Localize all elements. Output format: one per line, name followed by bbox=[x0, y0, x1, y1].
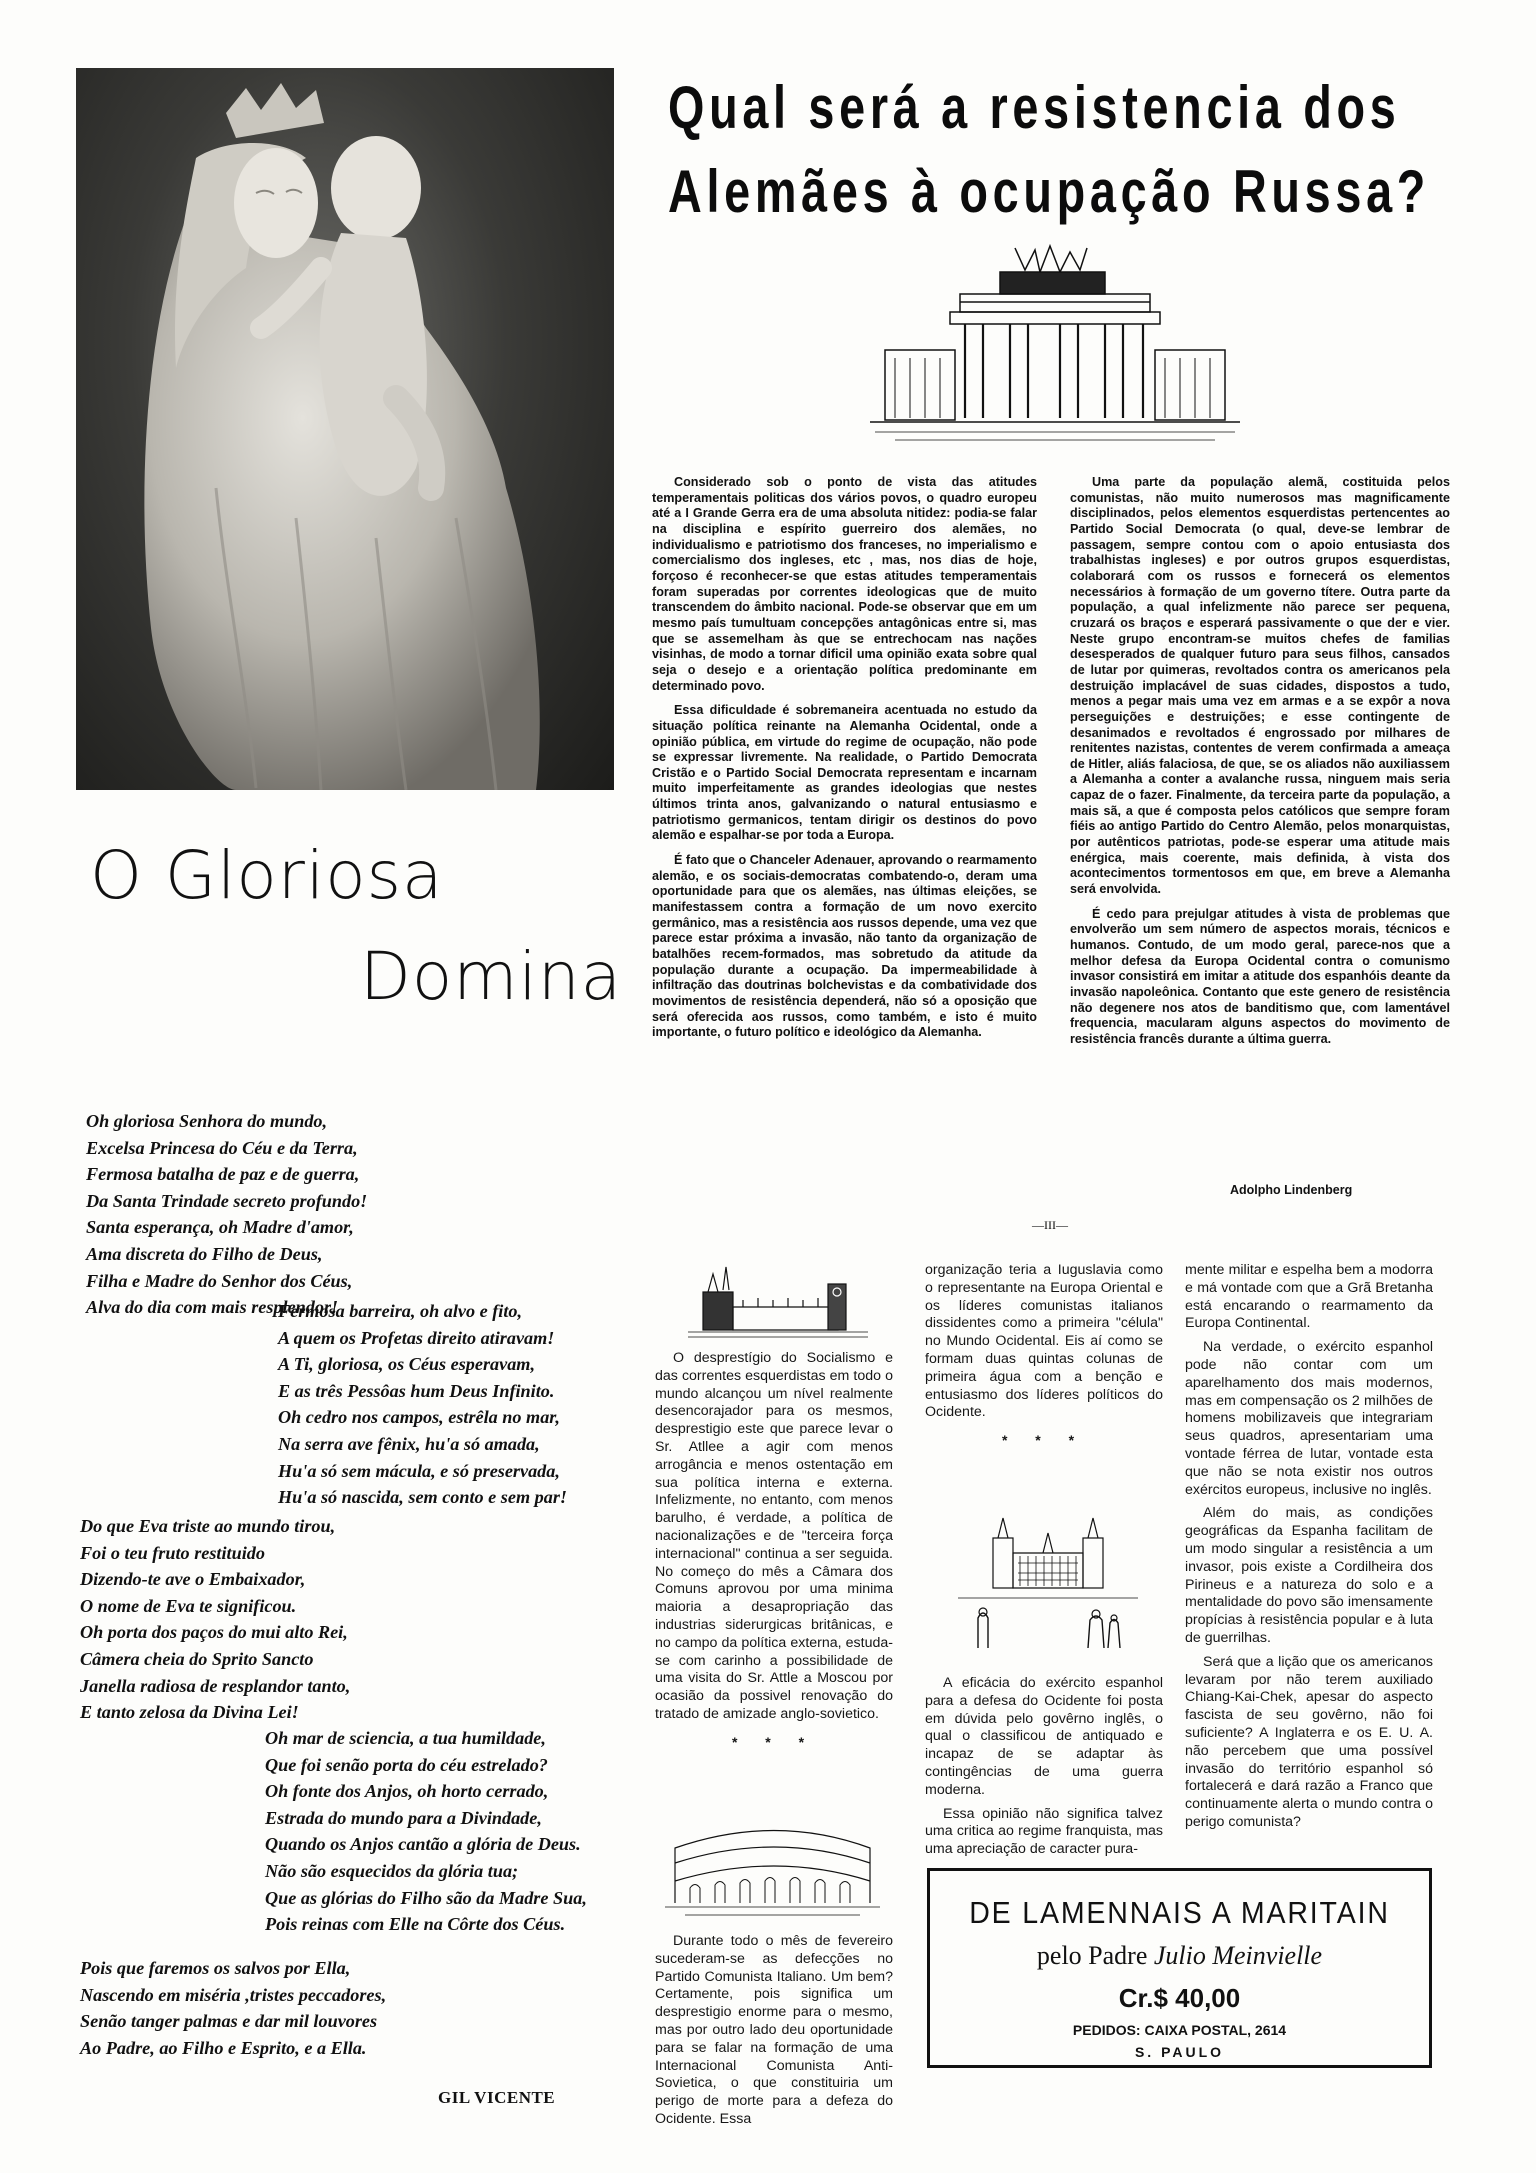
poem-stanza-1 bbox=[86, 1108, 367, 1321]
ad-city: S. PAULO bbox=[1134, 2044, 1225, 2060]
poem-title-line2: Domina bbox=[360, 938, 623, 1015]
poem-line: Nascendo em miséria ,tristes peccadores, bbox=[80, 1984, 387, 2005]
lower-column-2 bbox=[925, 1262, 1163, 1462]
poem-line: Não são esquecidos da glória tua; bbox=[265, 1860, 519, 1881]
madonna-statue-photo bbox=[76, 68, 614, 790]
section-stars: * * * bbox=[1001, 1432, 1087, 1449]
ad-byline bbox=[930, 1941, 1429, 1971]
poem-title-line1: O Gloriosa bbox=[90, 837, 444, 914]
poem-line: Santa esperança, oh Madre d'amor, bbox=[86, 1217, 354, 1238]
poem-line: Que as glórias do Filho são da Madre Sua, bbox=[265, 1887, 587, 1908]
poem-line: Oh fonte dos Anjos, oh horto cerrado, bbox=[265, 1781, 549, 1802]
poem-line: Alva do dia com mais resplendor! bbox=[86, 1297, 339, 1318]
lower-column-2b bbox=[925, 1675, 1163, 1865]
colosseum-illustration bbox=[665, 1803, 880, 1921]
news-paragraph: Durante todo o mês de fevereiro sucederam-se as defecções no Partido Comunista Italiano. Um bem? Certamente, pois significa um desprestigio enorme para o mesmo, mas por outro lado deu oportunidade para se falar na formação de uma Internacional Comunista Anti-Sovietica, o que constituiria um perigo de morte para a defeza do Ocidente. Essa bbox=[655, 1933, 893, 2127]
article-column-left bbox=[652, 475, 1037, 1050]
article-paragraph: Considerado sob o ponto de vista das atitudes temperamentais politicas dos vários povos, o quadro europeu até a I Grande Gerra era de uma absoluta nitidez: podia-se falar na disciplina e espírito guerreiro dos alemães, no individualismo e patriotismo dos franceses, no imperialismo e comercialismo dos ingleses, etc , mas, nos dias de hoje, forçoso é reconhecer-se que estas atitudes temperamentais foram superadas por correntes ideologicas que de muito transcendem do âmbito nacional. Pode-se observar que em um mesmo país tumultuam concepções antagônicas entre si, mas que se assemelham às que se entrechocam nas nações visinhas, de modo a tornar dificil uma opinião exata sobre qual seja o desejo e a orientação política predominante em determinado povo. bbox=[652, 475, 1037, 693]
poem-line: Hu'a só nascida, sem conto e sem par! bbox=[278, 1487, 567, 1508]
poem-stanza-5 bbox=[80, 1955, 386, 2061]
news-paragraph: Na verdade, o exército espanhol pode não contar com um aparelhamento dos mais modernos, mas em compensação os 2 milhões de homens mobilizaveis que integrariam seus quadros, apresentariam uma vontade férrea de lutar, vontade esta que não se nota existir nos outros exércitos europeus, inclusive no inglês. bbox=[1185, 1339, 1433, 1498]
ad-author: Julio Meinvielle bbox=[1153, 1941, 1323, 1970]
poem-line: Oh mar de sciencia, a tua humildade, bbox=[265, 1728, 546, 1748]
news-paragraph: Além do mais, as condições geográficas da Espanha facilitam de um modo singular a resistência a um invasor, pois existe a Cordilheira dos Pirineus e a natureza do solo e a mentalidade do povo são imensamente propícias à resistência popular e à luta de guerrilhas. bbox=[1185, 1505, 1433, 1646]
poem-line: Filha e Madre do Senhor dos Céus, bbox=[86, 1270, 353, 1291]
poem-line: E tanto zelosa da Divina Lei! bbox=[80, 1702, 299, 1723]
article-paragraph: Uma parte da população alemã, costituida pelos comunistas, não muito numerosos mas magnificamente disciplinados, pelos elementos esquerdistas pertencentes ao Partido Social Democrata (o qual, deve-se lembrar de passagem, sempre contou com o apoio entusiasta dos trabalhistas ingleses) e por outros grupos esquerdistas, colaborará com os russos e fornecerá os elementos necessários à formação de um governo títere. Outra parte da população, a qual infelizmente não parece ser pequena, cruzará os braços e esperará passivamente o que der e vier. Neste grupo encontram-se muitos chefes de familias desesperados de qualquer futuro para seus filhos, cansados de lutar por quimeras, revoltados contra os americanos pela destruição implacável de suas cidades, dispostos a tudo, menos a pegar mais uma vez em armas e a se expôr a nova perseguições e destruições; e esse contingente de desanimados e revoltados é engrossado por milhares de renitentes nazistas, contentes de verem confirmada a ameaça de Hitler, aliás falaciosa, de que, se os aliados não auxiliassem a Alemanha a conter a avalanche russa, ninguem mais seria capaz de o fazer. Finalmente, da terceira parte da população, a mais sã, a que é composta pelos católicos que sempre foram fiéis ao antigo Partido do Centro Alemão, pelos monarquistas, por autênticos patriotas, pode-se esperar uma atitude mais enérgica, mais coerente, mais definida, à vista dos acontecimentos tormentosos em que, em breve a Alemanha será envolvida. bbox=[1070, 475, 1450, 897]
article-paragraph: Essa dificuldade é sobremaneira acentuada no estudo da situação política reinante na Alemanha Ocidental, onde a opinião pública, em virtude do regime de ocupação, não pode se expressar livremente. Na realidade, o Partido Democrata Cristão e o Partido Social Democrata representam e incarnam muito imperfeitamente as grandes ideologias que nestes últimos trinta anos, galvanizando o natural entusiasmo e patriotismo germanicos, tentam dirigir os destinos do povo alemão e espalhar-se por toda a Europa. bbox=[652, 703, 1037, 843]
poem-line: Câmera cheia do Sprito Sancto bbox=[80, 1648, 314, 1669]
news-paragraph: mente militar e espelha bem a modorra e má vontade com que a Grã Bretanha está encarando o rearmamento da Europa Continental. bbox=[1185, 1262, 1433, 1332]
poem-line: A quem os Profetas direito atiravam! bbox=[278, 1327, 555, 1348]
news-paragraph: Essa opinião não significa talvez uma critica ao regime franquista, mas uma apreciação de caracter pura- bbox=[925, 1805, 1163, 1858]
poem-stanza-3 bbox=[80, 1513, 350, 1726]
ad-price: Cr.$ 40,00 bbox=[1118, 1983, 1241, 2013]
poem-line: Senão tanger palmas e dar mil louvores bbox=[80, 2011, 378, 2032]
poem-line: Que foi senão porta do céu estrelado? bbox=[265, 1754, 548, 1775]
news-paragraph: Será que a lição que os americanos levaram por não terem auxiliado Chiang-Kai-Chek, apesar do aspecto fascista de seu govêrno, não foi suficiente? A Inglaterra e os E. U. A. não percebem que uma possível invasão do território espanhol só fortalecerá e dará razão a Franco que continuamente alerta o mundo contra o perigo comunista? bbox=[1185, 1653, 1433, 1830]
ad-orders: PEDIDOS: CAIXA POSTAL, 2614 bbox=[1072, 2022, 1287, 2038]
poem-line: Fermosa batalha de paz e de guerra, bbox=[86, 1164, 360, 1185]
poem-line: Estrada do mundo para a Divindade, bbox=[265, 1807, 542, 1828]
poem-line: Oh gloriosa Senhora do mundo, bbox=[86, 1111, 328, 1131]
lower-column-1b bbox=[655, 1933, 893, 2135]
news-paragraph: O desprestígio do Socialismo e das correntes esquerdistas em todo o mundo alcançou um nível realmente desencorajador para os mesmos, desprestigio este que parece levar o Sr. Atllee a agir com menos arrogância e menos ostentação em sua política interna e externa. Infelizmente, no entanto, com menos barulho, é verdade, a política de nacionalizações e de "terceira força internacional" continua a ser seguida. No começo do mês a Câmara dos Comuns aprovou por uma minima maioria a desapropriação das industrias siderurgicas britânicas, e no campo da política externa, estuda-se com carinho a possibilidade de uma visita do Sr. Attle a Moscou por ocasião da possivel renovação do tratado de amizade anglo-sovietico. bbox=[655, 1350, 893, 1722]
brandenburg-gate-illustration bbox=[865, 240, 1245, 455]
poem-line: Hu'a só sem mácula, e só preservada, bbox=[278, 1460, 560, 1481]
poem-line: A Ti, gloriosa, os Céus esperavam, bbox=[278, 1354, 535, 1375]
article-signature: Adolpho Lindenberg bbox=[1230, 1183, 1353, 1197]
section-divider: —III— bbox=[1032, 1218, 1068, 1232]
poem-line: Quando os Anjos cantão a glória de Deus. bbox=[265, 1834, 581, 1855]
ad-by-label: pelo Padre bbox=[1036, 1941, 1148, 1970]
article-paragraph: É fato que o Chanceler Adenauer, aprovando o rearmamento alemão, e os sociais-democratas combatendo-o, deram uma oportunidade para que os alemães, nas últimas eleições, se manifestassem contra a formação de um novo exercito germânico, mas a resistência aos russos depende, uma vez que parece estar próxima a invasão, não tanto da organização de batalhões recem-formados, mas sobretudo da atitude da população durante a ocupação. Da impermeabilidade à infiltração das doutrinas bolchevistas e da combatividade dos movimentos de resistência dependerá, não só a oposição que será oferecida aos russos, como também, e isto é muito importante, o futuro político e ideológico da Alemanha. bbox=[652, 853, 1037, 1040]
escorial-illustration bbox=[958, 1508, 1138, 1658]
poem-line: Pois que faremos os salvos por Ella, bbox=[80, 1958, 351, 1978]
headline-line1: Qual será a resistencia dos bbox=[668, 74, 1401, 141]
lower-column-3 bbox=[1185, 1262, 1433, 1838]
poem-line: Janella radiosa de resplandor tanto, bbox=[80, 1675, 351, 1696]
ad-book-title: DE LAMENNAIS A MARITAIN bbox=[969, 1895, 1390, 1930]
poem-line: Da Santa Trindade secreto profundo! bbox=[86, 1190, 368, 1211]
poem-line: Excelsa Princesa do Céu e da Terra, bbox=[86, 1137, 358, 1158]
poem-line: E as três Pessôas hum Deus Infinito. bbox=[278, 1380, 555, 1401]
book-advertisement bbox=[927, 1868, 1432, 2068]
section-stars: * * * bbox=[731, 1733, 817, 1750]
poem-line: Pois reinas com Elle na Côrte dos Céus. bbox=[265, 1914, 566, 1935]
poem-line: O nome de Eva te significou. bbox=[80, 1595, 297, 1616]
article-column-right bbox=[1070, 475, 1450, 1057]
lower-column-1 bbox=[655, 1350, 893, 1764]
poem-line: Na serra ave fênix, hu'a só amada, bbox=[278, 1433, 540, 1454]
poem-line: Do que Eva triste ao mundo tirou, bbox=[80, 1516, 336, 1536]
poem-line: Oh cedro nos campos, estrêla no mar, bbox=[278, 1407, 560, 1428]
parliament-illustration bbox=[688, 1262, 868, 1340]
poem-stanza-2 bbox=[278, 1298, 567, 1511]
poem-line: Ao Padre, ao Filho e Esprito, e a Ella. bbox=[80, 2037, 367, 2058]
poem-line: Foi o teu fruto restituido bbox=[80, 1542, 265, 1563]
news-paragraph: organização teria a Iuguslavia como o representante na Europa Oriental e os líderes comunistas italianos dissidentes como a primeira "célula" no Mundo Ocidental. Eis aí como se formam duas quintas colunas de primeira água com a benção e entusiasmo dos líderes políticos do Ocidente. bbox=[925, 1262, 1163, 1421]
poem-line: Ama discreta do Filho de Deus, bbox=[86, 1243, 323, 1264]
news-paragraph: A eficácia do exército espanhol para a defesa do Ocidente foi posta em dúvida pelo govêrno inglês, o qual o classificou de antiquado e incapaz de se adaptar às contingências de uma guerra moderna. bbox=[925, 1675, 1163, 1798]
poem-line: Fermosa barreira, oh alvo e fito, bbox=[278, 1301, 523, 1321]
poem-author: GIL VICENTE bbox=[438, 2088, 556, 2107]
poem-stanza-4 bbox=[265, 1725, 587, 1938]
poem-line: Dizendo-te ave o Embaixador, bbox=[80, 1569, 306, 1590]
poem-line: Oh porta dos paços do mui alto Rei, bbox=[80, 1622, 348, 1643]
headline-line2: Alemães à ocupação Russa? bbox=[668, 158, 1431, 225]
article-paragraph: É cedo para prejulgar atitudes à vista de problemas que envolverão um sem número de aspectos morais, técnicos e humanos. Contudo, de um modo geral, parece-nos que a melhor defesa da Europa Ocidental contra o comunismo invasor consistirá em imitar a atitude dos espanhóis deante da invasão napoleônica. Contanto que este genero de resistência não degenere nos atos de banditismo que, com lamentável frequencia, macularam alguns aspectos do movimento de resistência francês durante a última guerra. bbox=[1070, 906, 1450, 1046]
